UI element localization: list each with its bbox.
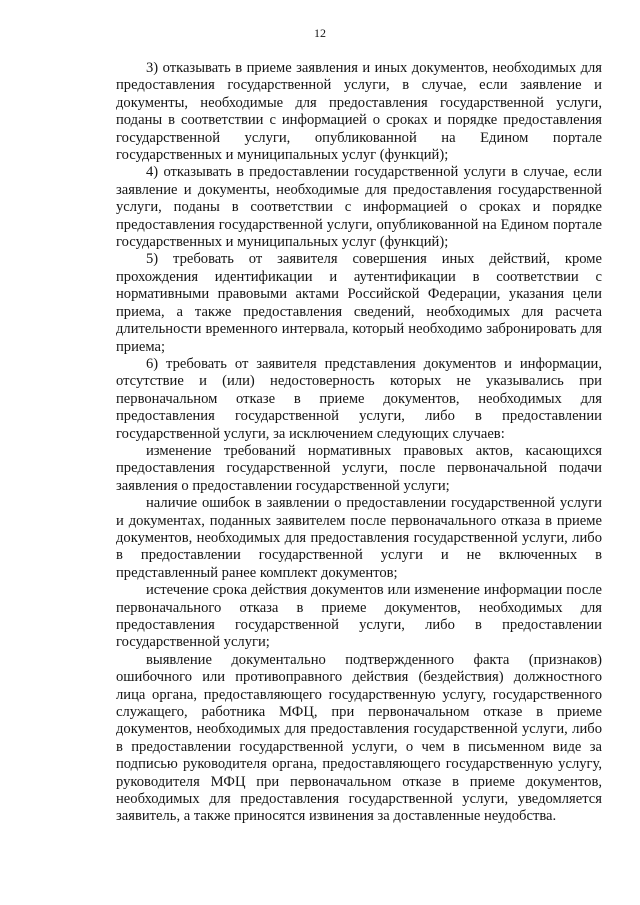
paragraph-item-6: 6) требовать от заявителя представления документов и информации, отсутствие и (или) недостоверность которых не указывались при первоначальном отказе в приеме документов, необходимых для предоставления государственной услуги, либо в предоставлении государственной услуги, за исключением следующих случаев: bbox=[116, 355, 602, 442]
document-body bbox=[116, 60, 602, 826]
exception-case-1: изменение требований нормативных правовых актов, касающихся предоставления государственной услуги, после первоначальной подачи заявления о предоставлении государственной услуги; bbox=[116, 442, 602, 494]
page-number: 12 bbox=[314, 26, 326, 40]
paragraph-item-4: 4) отказывать в предоставлении государственной услуги в случае, если заявление и документы, необходимые для предоставления государственной услуги, поданы в соответствии с информацией о сроках и порядке предоставления государственной услуги, опубликованной на Едином портале государственных и муниципальных услуг (функций); bbox=[116, 164, 602, 251]
paragraph-item-5: 5) требовать от заявителя совершения иных действий, кроме прохождения идентификации и аутентификации в соответствии с нормативными правовыми актами Российской Федерации, указания цели приема, а также предоставления сведений, необходимых для расчета длительности временного интервала, который необходимо забронировать для приема; bbox=[116, 251, 602, 355]
paragraph-item-3: 3) отказывать в приеме заявления и иных документов, необходимых для предоставления государственной услуги, в случае, если заявление и документы, необходимые для предоставления государственной услуги, поданы в соответствии с информацией о сроках и порядке предоставления государственной услуги, опубликованной на Едином портале государственных и муниципальных услуг (функций); bbox=[116, 60, 602, 164]
exception-case-4: выявление документально подтвержденного факта (признаков) ошибочного или противоправного действия (бездействия) должностного лица органа, предоставляющего государственную услугу, государственного служащего, работника МФЦ, при первоначальном отказе в приеме документов, необходимых для предоставления государственной услуги, либо в предоставлении государственной услуги, о чем в письменном виде за подписью руководителя органа, предоставляющего государственную услугу, руководителя МФЦ при первоначальном отказе в приеме документов, необходимых для предоставления государственной услуги, уведомляется заявитель, а также приносятся извинения за доставленные неудобства. bbox=[116, 651, 602, 825]
exception-case-3: истечение срока действия документов или изменение информации после первоначального отказа в приеме документов, необходимых для предоставления государственной услуги, либо в предоставлении государственной услуги; bbox=[116, 582, 602, 651]
exception-case-2: наличие ошибок в заявлении о предоставлении государственной услуги и документах, поданных заявителем после первоначального отказа в приеме документов, необходимых для предоставления государственной услуги, либо в предоставлении государственной услуги и не включенных в представленный ранее комплект документов; bbox=[116, 495, 602, 581]
